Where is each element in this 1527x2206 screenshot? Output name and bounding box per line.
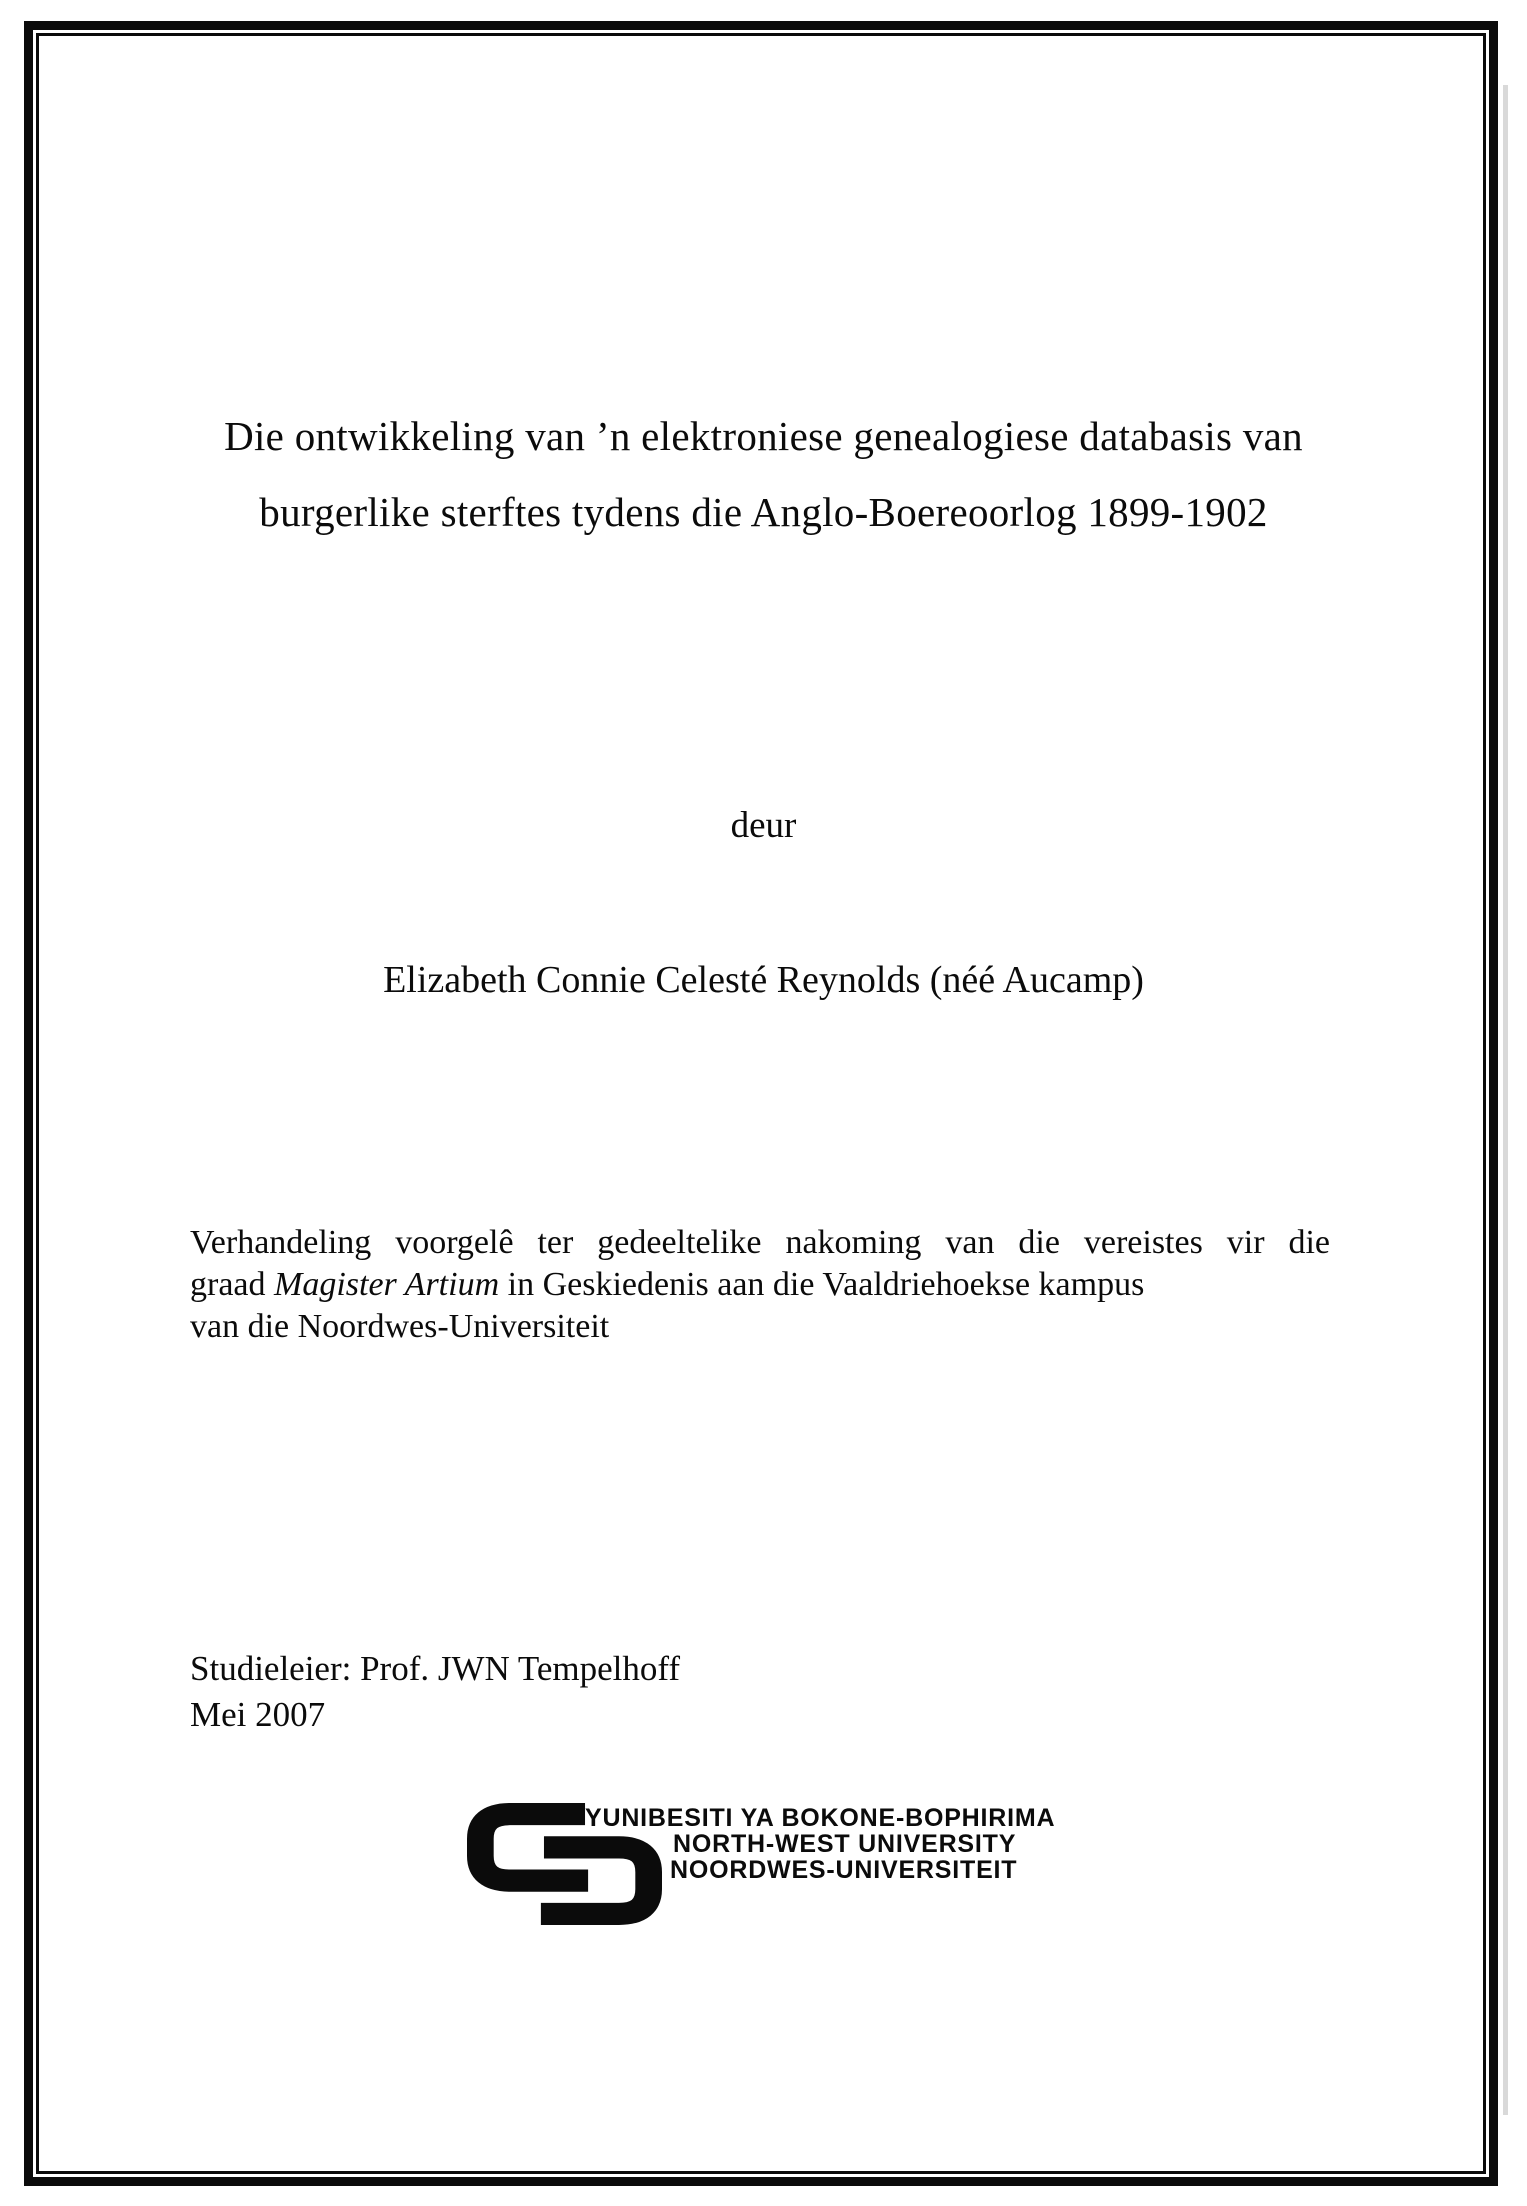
statement-line-1: Verhandeling voorgelê ter gedeeltelike nakoming van die vereistes vir die [190, 1224, 1330, 1261]
date-line: Mei 2007 [190, 1695, 326, 1734]
statement-line-2-prefix: graad [190, 1266, 275, 1303]
degree-statement [190, 1222, 1330, 1348]
statement-line-2 [190, 1264, 1330, 1306]
thesis-title [0, 398, 1527, 550]
author-name: Elizabeth Connie Celesté Reynolds (néé Aucamp) [383, 959, 1144, 1001]
supervisor-line: Studieleier: Prof. JWN Tempelhoff [190, 1649, 681, 1688]
statement-line-3: van die Noordwes-Universiteit [190, 1308, 610, 1345]
university-logo-text [585, 1805, 1055, 1883]
university-logo [467, 1801, 1167, 1941]
logo-text-line-1: YUNIBESITI YA BOKONE-BOPHIRIMA [585, 1804, 1056, 1832]
title-line-1: Die ontwikkeling van ’n elektroniese genealogiese databasis van [224, 413, 1303, 459]
title-line-2: burgerlike sterftes tydens die Anglo-Boereoorlog 1899-1902 [259, 489, 1268, 535]
degree-name-italic: Magister Artium [274, 1266, 500, 1303]
logo-text-line-2: NORTH-WEST UNIVERSITY [673, 1830, 1017, 1858]
logo-text-line-3: NOORDWES-UNIVERSITEIT [670, 1856, 1018, 1884]
byline-deur: deur [730, 805, 797, 846]
statement-line-2-suffix: in Geskiedenis aan die Vaaldriehoekse kampus [499, 1266, 1145, 1303]
scan-artifact-right-edge [1503, 85, 1508, 2115]
supervisor-block [190, 1646, 680, 1738]
